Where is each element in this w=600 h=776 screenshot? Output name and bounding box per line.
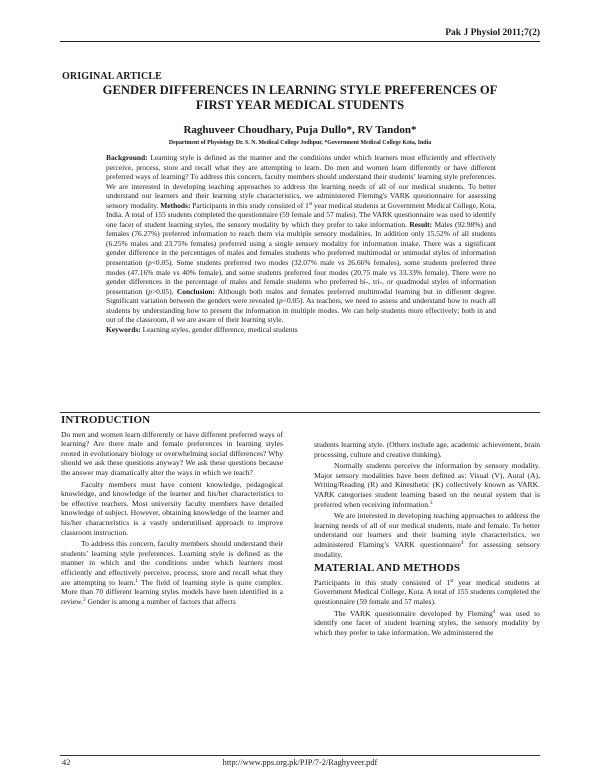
conclusion-text-cont: <0.05). As teachers, we need to assess and understand how to reach all students by understanding how to present the information in multiple modes. We can help students more effectively; both in and out of the classroom, if we are aware of their learning style. — [106, 296, 496, 325]
citation-4: 4 — [461, 540, 464, 546]
abstract-body — [106, 153, 496, 325]
citation-3: 3 — [429, 500, 433, 506]
intro-paragraph-4 — [314, 461, 540, 509]
methods-p1-text: Participants in this study consisted of 1 — [314, 577, 451, 587]
methods-p2-text-end: was used to identify one facet of student learning styles, the sensory modality by which they prefer to take information. We administered the — [314, 608, 540, 637]
methods-text-cont: year medical students at Government Medical College, Kota, India. A total of 155 students completed the questionnaire (59 female and 57 males). The VARK questionnaire was used to identify one facet of student learning styles, the sensory modality by which they prefer to take information. — [106, 200, 496, 229]
p-symbol: p — [148, 258, 152, 268]
affiliation: Department of Physiology Dr. S. N. Medical College Jodhpur, *Government Medical College Kota, India — [168, 140, 432, 146]
article-type: ORIGINAL ARTICLE — [62, 71, 162, 82]
article-title — [62, 83, 538, 113]
abstract-divider — [60, 412, 540, 413]
methods-paragraph-1 — [314, 578, 540, 607]
result-text: Males (92.98%) and females (76.27%) preferred information to reach them via multiple sensory modalities. In addition only 15.52% of all students (6.25% males and 23.75% females) preferred using a single sensory modality for information intake. There was a significant gender difference in the percentages of males and females students who preferred multimodal or unimodal styles of information presentation ( — [106, 219, 496, 268]
citation-4: 4 — [492, 609, 496, 615]
header-rule — [60, 41, 540, 42]
keywords-label: Keywords: — [106, 324, 141, 334]
intro-p3-text-cont: The field of learning style is quite complex. More than 70 different learning styles models have been identified in a review. — [61, 577, 283, 606]
citation-1: 1 — [135, 578, 138, 584]
abstract — [106, 153, 496, 334]
page-number: 42 — [62, 758, 71, 767]
background-text: Learning style is defined as the manner and the conditions under which learners most efficiently and effectively perceive, process, store and recall what they are attempting to learn. Do men and women learn differently or have different preferred ways of learning? To address this concern, faculty members should understand their students’ learning style preferences. We are interested in developing teaching approaches to address the learning needs of all of our medical students. To better understand our learners and their learning style characteristics, we administered Fleming's VARK questionnaire for assessing sensory modality. — [106, 153, 496, 210]
methods-text: Participants in this study consisted of 1 — [190, 200, 309, 210]
citation-2: 2 — [83, 597, 86, 603]
conclusion-label: Conclusion: — [176, 286, 215, 296]
intro-paragraph-2: Faculty members must have content knowledge, pedagogical knowledge, and knowledge of the learner and his/her characteristics to be effective teachers. Most university faculty members have detailed knowledge of subject. However, obtaining knowledge of the learner and his/her characteristics is a vastly underutilised approach to improve classroom instruction. — [61, 479, 283, 537]
result-label: Result: — [409, 219, 433, 229]
result-text-end: >0.05). — [151, 286, 177, 296]
methods-heading: MATERIAL AND METHODS — [314, 562, 461, 575]
p-symbol: p — [148, 286, 152, 296]
methods-p1-text-end: year medical students at Government Medical College, Kota. A total of 155 students completed the questionnaire (59 female and 57 males). — [314, 577, 540, 606]
ordinal-superscript: st — [450, 578, 454, 584]
introduction-heading: INTRODUCTION — [61, 414, 151, 426]
keywords — [106, 325, 496, 335]
intro-p3-text-end: Gender is among a number of factors that affects — [85, 596, 236, 606]
intro-paragraph-5 — [314, 511, 540, 559]
methods-p2-text: The VARK questionnaire developed by Fleming — [334, 608, 493, 618]
intro-p5-text: We are interested in developing teaching approaches to address the learning needs of all of our medical students, male and female. To better understand our learners and their learning style characteristics, we administered Flaming’s VARK questionnaire — [314, 511, 540, 549]
keywords-text: Learning styles, gender difference, medical students — [140, 324, 298, 334]
journal-citation: Pak J Physiol 2011;7(2) — [445, 28, 540, 38]
intro-paragraph-3-cont: students learning style. (Others include age, academic achievement, brain processing, culture and creative thinking). — [314, 440, 540, 459]
left-column — [61, 416, 283, 608]
intro-paragraph-1: Do men and women learn differently or have different preferred ways of learning? Are there male and female preferences in learning styles rooted in evolutionary biology or overwhelming social differences? Why should we ask these questions anyway? We ask these questions because the answer may dramatically alter the ways in which we teach? — [61, 429, 283, 477]
ordinal-superscript: st — [308, 201, 313, 207]
intro-p5-text-end: for assessing sensory modality. — [314, 539, 540, 559]
footer-rule — [60, 755, 540, 756]
title-line-1: GENDER DIFFERENCES IN LEARNING STYLE PREFERENCES OF — [102, 83, 498, 97]
authors: Raghuveer Choudhary, Puja Dullo*, RV Tandon* — [183, 124, 417, 136]
right-column — [314, 440, 540, 639]
methods-label: Methods: — [160, 200, 191, 210]
conclusion-text: Although both males and females preferred multimodal learning but in different degree. Significant variation between the genders were revealed ( — [106, 286, 497, 306]
p-symbol: p — [279, 296, 283, 306]
footer-url[interactable]: http://www.pps.org.pk/PJP/7-2/Raghyveer.pdf — [222, 758, 378, 767]
intro-p3-text: To address this concern, faculty members should understand their students’ learning style preferences. Learning style is defined as the manner in which and the conditions under which learners most efficiently and effectively perceive, process, store and recall what they are attempting to learn. — [61, 539, 283, 587]
intro-p4-text: Normally students perceive the information by sensory modality. Major sensory modalities have been defined as: Visual (V), Aural (A), Writing/Reading (R) and Kinesthetic (K) collectively known as VARK. VARK categorises student learning based on the neural system that is preferred when receiving information. — [314, 461, 540, 509]
intro-paragraph-3 — [61, 539, 283, 606]
background-label: Background: — [106, 153, 148, 162]
title-line-2: FIRST YEAR MEDICAL STUDENTS — [195, 98, 405, 112]
methods-paragraph-2 — [314, 609, 540, 638]
result-text-cont: <0.05). Some students preferred two modes (32.07% male vs 26.66% females), some students preferred three modes (47.16% male vs 40% female), and some students preferred four modes (20.75 male vs 33.33% female). There were no gender differences in the percentage of males and female students who preferred bi-, tri-, or quadmodal styles of information presentation ( — [106, 258, 497, 296]
